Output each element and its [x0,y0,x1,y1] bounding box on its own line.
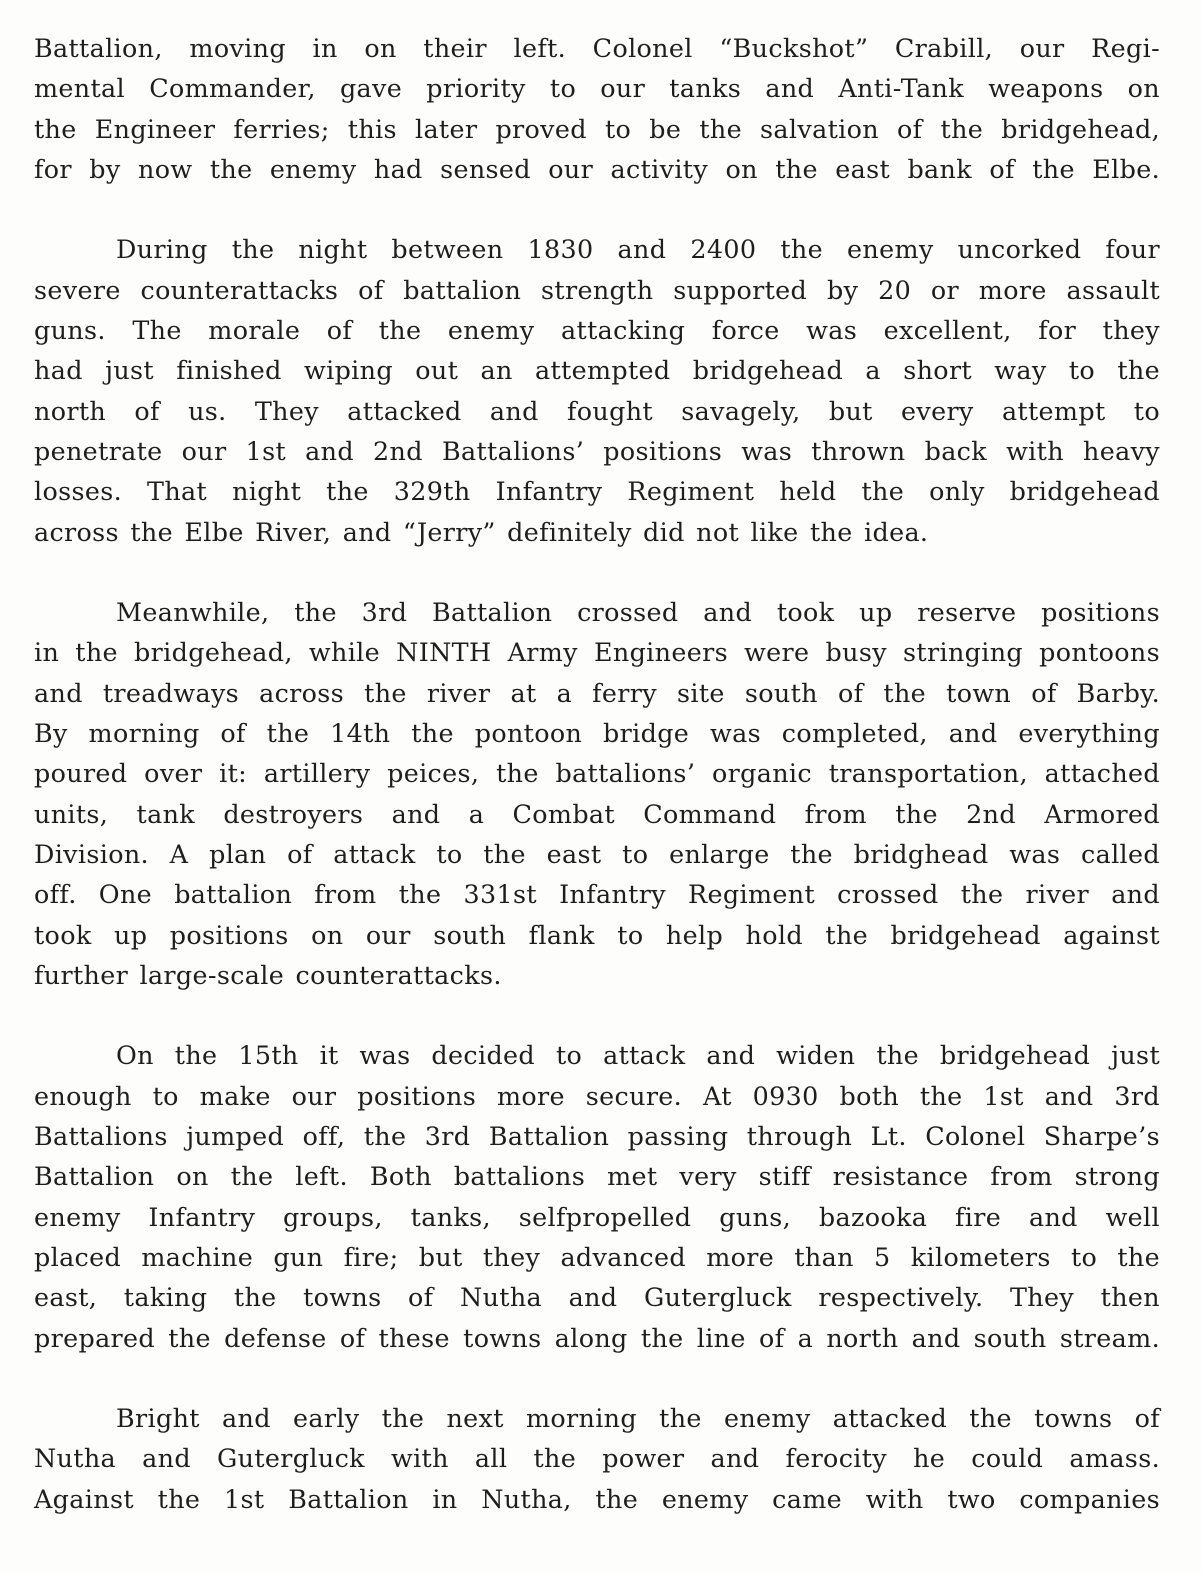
text-line: severe counterattacks of battalion strength supported by 20 or more assault [34,274,1160,305]
text-line: mental Commander, gave priority to our tanks and Anti-Tank weapons on [34,73,1160,104]
text-line: took up positions on our south flank to help hold the bridgehead against [34,919,1160,950]
text-line: Battalion on the left. Both battalions met very stiff resistance from strong [34,1161,1160,1192]
text-line: in the bridgehead, while NINTH Army Engineers were busy stringing pontoons [34,637,1160,668]
paragraph-2 [34,229,1160,551]
text-line: off. One battalion from the 331st Infantry Regiment crossed the river and [34,879,1160,910]
text-line: had just finished wiping out an attempted bridgehead a short way to the [34,355,1160,386]
text-line: poured over it: artillery peices, the battalions’ organic transportation, attached [34,758,1160,789]
paragraph-1 [34,28,1160,189]
text-line: Against the 1st Battalion in Nutha, the enemy came with two companies [34,1483,1160,1514]
text-line: enemy Infantry groups, tanks, selfpropelled guns, bazooka fire and well [34,1201,1160,1232]
body-text [34,28,1160,1559]
text-line: the Engineer ferries; this later proved to be the salvation of the bridgehead, [34,113,1160,144]
text-line: Nutha and Gutergluck with all the power and ferocity he could amass. [34,1443,1160,1474]
text-line: Meanwhile, the 3rd Battalion crossed and took up reserve positions [116,597,1160,628]
text-line: prepared the defense of these towns along the line of a north and south stream. [34,1322,1160,1353]
text-line: east, taking the towns of Nutha and Gutergluck respectively. They then [34,1282,1160,1313]
text-line: Battalion, moving in on their left. Colonel “Buckshot” Crabill, our Regi- [34,33,1160,63]
paragraph-4 [34,1035,1160,1357]
text-line: Bright and early the next morning the enemy attacked the towns of [116,1403,1160,1434]
text-line: On the 15th it was decided to attack and widen the bridgehead just [116,1040,1160,1071]
text-line: During the night between 1830 and 2400 the enemy uncorked four [116,234,1160,265]
text-line: enough to make our positions more secure. At 0930 both the 1st and 3rd [34,1080,1160,1111]
text-line: units, tank destroyers and a Combat Command from the 2nd Armored [34,798,1160,829]
text-line: north of us. They attacked and fought savagely, but every attempt to [34,395,1160,426]
text-line: further large-scale counterattacks. [34,959,502,990]
text-line: guns. The morale of the enemy attacking force was excellent, for they [34,315,1160,346]
text-line: penetrate our 1st and 2nd Battalions’ positions was thrown back with heavy [34,435,1160,466]
text-line: across the Elbe River, and “Jerry” definitely did not like the idea. [34,516,929,547]
paragraph-3 [34,592,1160,995]
text-line: placed machine gun fire; but they advanced more than 5 kilometers to the [34,1241,1160,1272]
text-line: Division. A plan of attack to the east to enlarge the bridghead was called [34,838,1160,869]
text-line: for by now the enemy had sensed our activity on the east bank of the Elbe. [34,153,1160,184]
text-line: By morning of the 14th the pontoon bridge was completed, and everything [34,718,1160,749]
paragraph-5 [34,1398,1160,1519]
text-line: losses. That night the 329th Infantry Regiment held the only bridgehead [34,476,1160,507]
text-line: and treadways across the river at a ferry site south of the town of Barby. [34,677,1160,708]
text-line: Battalions jumped off, the 3rd Battalion passing through Lt. Colonel Sharpe’s [34,1121,1160,1152]
